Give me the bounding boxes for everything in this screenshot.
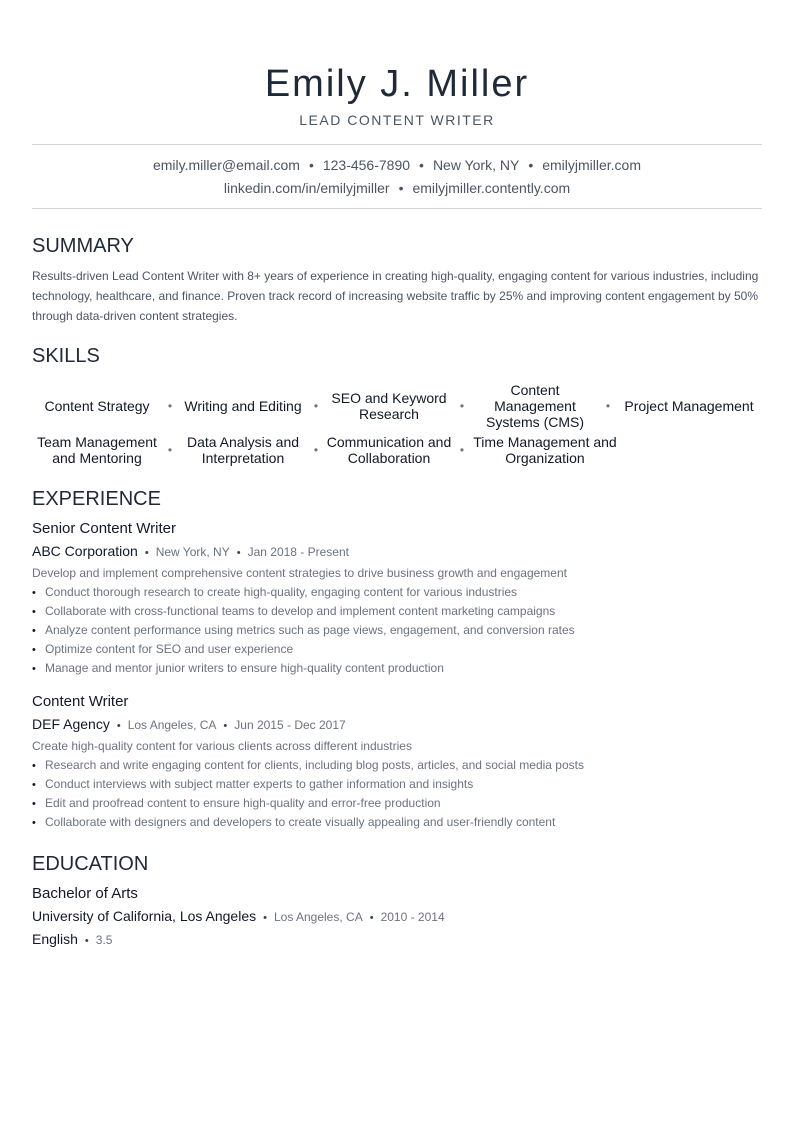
section-heading-experience: EXPERIENCE [32, 488, 161, 510]
separator-dot: • [459, 443, 465, 457]
separator-dot: • [398, 180, 404, 196]
bullet-item: • Optimize content for SEO and user experience [32, 640, 762, 659]
separator-dot: • [84, 935, 89, 947]
linkedin-link[interactable]: linkedin.com/in/emilyjmiller [223, 180, 390, 196]
bullet-item: • Edit and proofread content to ensure high-quality and error-free production [32, 794, 762, 813]
job-description: Create high-quality content for various clients across different industries [32, 739, 412, 753]
email-link[interactable]: emily.miller@email.com [152, 157, 300, 173]
skill-item: SEO and Keyword Research [331, 390, 447, 422]
education-dates: 2010 - 2014 [380, 910, 445, 924]
school-location: Los Angeles, CA [273, 910, 363, 924]
skill-item: Content Strategy [44, 398, 150, 414]
separator-dot: • [263, 912, 267, 924]
separator-dot: • [528, 157, 534, 173]
major: English [32, 931, 78, 947]
job-entry [32, 519, 762, 678]
contact-line-2 [32, 177, 762, 200]
job-bullets [32, 583, 762, 678]
company-name: DEF Agency [32, 716, 110, 732]
degree-title: Bachelor of Arts [32, 885, 138, 902]
section-heading-education: EDUCATION [32, 853, 149, 875]
bullet-item: • Collaborate with cross-functional teams to develop and implement content marketing campaigns [32, 602, 762, 621]
bullet-item: • Conduct thorough research to create high-quality, engaging content for various industries [32, 583, 762, 602]
job-meta [32, 713, 762, 737]
job-entry [32, 692, 762, 832]
separator-dot: • [144, 547, 149, 559]
summary-text: Results-driven Lead Content Writer with 8+ years of experience in creating high-quality, engaging content for various industries, including technology, healthcare, and finance. Proven track record of increasing website traffic by 25% and improving content engagement by 50% through data-driven content strategies. [32, 269, 759, 323]
separator-dot: • [459, 399, 465, 413]
phone-number: 123-456-7890 [322, 157, 411, 173]
separator-dot: • [313, 399, 319, 413]
job-location: Los Angeles, CA [127, 718, 217, 732]
skill-item: Data Analysis and Interpretation [186, 434, 300, 466]
job-meta [32, 540, 762, 564]
education-meta [32, 905, 762, 929]
separator-dot: • [223, 720, 228, 732]
job-bullets [32, 756, 762, 832]
summary-section [32, 234, 762, 326]
skill-item: Time Management and Organization [473, 434, 617, 466]
bullet-item: • Conduct interviews with subject matter experts to gather information and insights [32, 775, 762, 794]
separator-dot: • [116, 720, 121, 732]
skills-row [32, 382, 762, 430]
separator-dot: • [236, 547, 241, 559]
skill-item: Team Management and Mentoring [37, 434, 157, 466]
education-section [32, 852, 762, 952]
company-name: ABC Corporation [32, 543, 138, 559]
skills-grid [32, 382, 762, 470]
skill-item: Communication and Collaboration [326, 434, 452, 466]
location: New York, NY [432, 157, 520, 173]
separator-dot: • [308, 157, 314, 173]
gpa: 3.5 [95, 933, 113, 947]
website-link[interactable]: emilyjmiller.com [542, 157, 642, 173]
job-title: Senior Content Writer [32, 520, 176, 537]
candidate-title: LEAD CONTENT WRITER [299, 112, 495, 128]
skills-row [32, 434, 762, 466]
skills-section [32, 344, 762, 470]
separator-dot: • [313, 443, 319, 457]
school-name: University of California, Los Angeles [32, 908, 257, 924]
bullet-item: • Collaborate with designers and developers to create visually appealing and user-friendly content [32, 813, 762, 832]
section-heading-summary: SUMMARY [32, 235, 134, 257]
separator-dot: • [167, 399, 173, 413]
separator-dot: • [605, 399, 611, 413]
separator-dot: • [369, 912, 374, 924]
job-title: Content Writer [32, 693, 129, 710]
separator-dot: • [419, 157, 424, 173]
job-dates: Jan 2018 - Present [247, 545, 349, 559]
skill-item: Project Management [624, 398, 754, 414]
separator-dot: • [167, 443, 173, 457]
resume-header [32, 0, 762, 129]
job-dates: Jun 2015 - Dec 2017 [234, 718, 346, 732]
contact-info [32, 144, 762, 209]
major-line [32, 928, 762, 952]
skill-item: Content Management Systems (CMS) [486, 382, 584, 430]
bullet-item: • Analyze content performance using metrics such as page views, engagement, and conversion rates [32, 621, 762, 640]
candidate-name: Emily J. Miller [264, 63, 530, 105]
portfolio-link[interactable]: emilyjmiller.contently.com [412, 180, 571, 196]
section-heading-skills: SKILLS [32, 345, 100, 367]
bullet-item: • Research and write engaging content for clients, including blog posts, articles, and social media posts [32, 756, 762, 775]
bullet-item: • Manage and mentor junior writers to ensure high-quality content production [32, 659, 762, 678]
job-location: New York, NY [155, 545, 230, 559]
job-description: Develop and implement comprehensive content strategies to drive business growth and engagement [32, 566, 567, 580]
contact-line-1 [32, 154, 762, 177]
experience-section [32, 487, 762, 832]
skill-item: Writing and Editing [184, 398, 302, 414]
